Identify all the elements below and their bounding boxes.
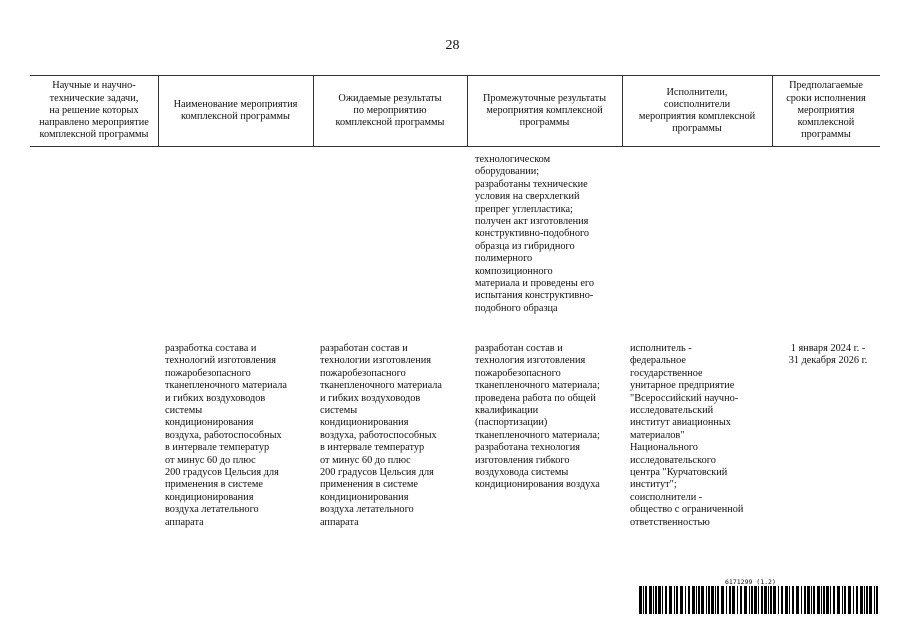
page-number: 28 [445,38,460,53]
row-executors: исполнитель - федеральное государственное унитарное предприятие "Всероссийский научно- исследовательский институт авиационных материалов" Национального исследовательского центра "Курчатовский институт"; соисполнители - общество с ограниченной ответственностью [630,343,744,528]
header-event-name: Наименование мероприятия комплексной программы [173,98,298,122]
row-dates: 1 января 2024 г. - 31 декабря 2026 г. [788,343,868,367]
header-tasks: Научные и научно- технические задачи, на решение которых направлено мероприятие комплексной программы [39,80,149,141]
barcode-number: 6171299 (1.2) [725,578,776,586]
barcode-icon [639,586,879,614]
header-executors: Исполнители, соисполнители мероприятия комплексной программы [638,86,756,135]
table-header-bottom-border [30,146,880,147]
row-intermediate-results: разработан состав и технология изготовления пожаробезопасного тканепленочного материала; проведена работа по общей квалификации (паспортизации) тканепленочного материала; разработана технология изготовления гибкого воздуховода системы кондиционирования воздуха [475,343,600,491]
header-dates: Предполагаемые сроки исполнения мероприятия комплексной программы [786,80,866,141]
row-event-name: разработка состава и технологий изготовления пожаробезопасного тканепленочного материала и гибких воздуховодов системы кондиционирования воздуха, работоспособных в интервале температур от минус 60 до плюс 200 градусов Цельсия для применения в системе кондиционирования воздуха летательного аппарата [165,343,287,528]
row-expected-results: разработан состав и технологии изготовления пожаробезопасного тканепленочного материала и гибких воздуховодов системы кондиционирования воздуха, работоспособных в интервале температур от минус 60 до плюс 200 градусов Цельсия для применения в системе кондиционирования воздуха летательного аппарата [320,343,442,528]
intermediate-continuation-text: технологическом оборудовании; разработаны технические условия на сверхлегкий препрег углепластика; получен акт изготовления конструктивно-подобного образца из гибридного полимерного композиционного материала и проведены его испытания конструктивно- подобного образца [475,154,595,314]
header-expected-results: Ожидаемые результаты по мероприятию комплексной программы [335,92,445,129]
header-intermediate-results: Промежуточные результаты мероприятия комплексной программы [482,92,607,129]
